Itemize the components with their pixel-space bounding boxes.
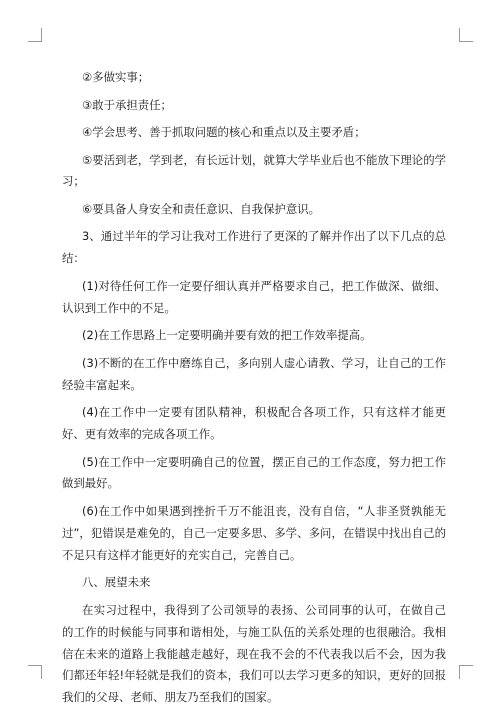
list-item-learn-to-think: ④学会思考、善于抓取问题的核心和重点以及主要矛盾；: [82, 125, 366, 139]
crop-mark-bottom-right: [459, 665, 473, 679]
summary-point-4: (4)在工作中一定要有团队精神，积极配合各项工作，只有这样才能更好、更有效率的完成各项工作。: [62, 405, 446, 442]
summary-point-1: (1)对待任何工作一定要仔细认真并严格要求自己，把工作做深、做细、认识到工作中的不足。: [62, 278, 446, 315]
summary-point-6: (6)在工作中如果遇到挫折千万不能沮丧，没有自信，“人非圣贤孰能无过”，犯错误是难免的，自己一定要多思、多学、多问，在错误中找出自己的不足只有这样才能更好的充实自己，完善自己。: [62, 503, 446, 562]
document-body: [62, 67, 446, 715]
outlook-paragraph: 在实习过程中，我得到了公司领导的表扬、公司同事的认可，在做自己的工作的时候能与同事和谐相处，与施工队伍的关系处理的也很融洽。我相信在未来的道路上我能越走越好，现在我不会的不代表我以后不会，因为我们都还年轻!年轻就是我们的资本，我们可以去学习更多的知识，更好的回报我们的父母、老师、朋友乃至我们的国家。: [62, 602, 446, 705]
list-item-take-responsibility: ③敢于承担责任；: [82, 97, 172, 112]
list-item-lifelong-learning: ⑤要活到老，学到老，有长远计划，就算大学毕业后也不能放下理论的学习；: [62, 152, 446, 189]
crop-mark-top-right: [459, 28, 473, 42]
crop-mark-top-left: [28, 28, 42, 42]
summary-point-5: (5)在工作中一定要明确自己的位置，摆正自己的工作态度，努力把工作做到最好。: [62, 454, 446, 491]
crop-mark-bottom-left: [28, 665, 42, 679]
summary-point-2: (2)在工作思路上一定要明确并要有效的把工作效率提高。: [82, 328, 372, 343]
list-item-do-practical-work: ②多做实事；: [82, 70, 150, 84]
section-heading-outlook: 八、展望未来: [82, 575, 151, 590]
summary-point-3: (3)不断的在工作中磨练自己，多向别人虚心请教、学习，让自己的工作经验丰富起来。: [62, 355, 446, 392]
section-summary-intro: 3、通过半年的学习让我对工作进行了更深的了解并作出了以下几点的总结：: [62, 229, 446, 266]
list-item-safety-awareness: ⑥要具备人身安全和责任意识、自我保护意识。: [82, 201, 321, 216]
